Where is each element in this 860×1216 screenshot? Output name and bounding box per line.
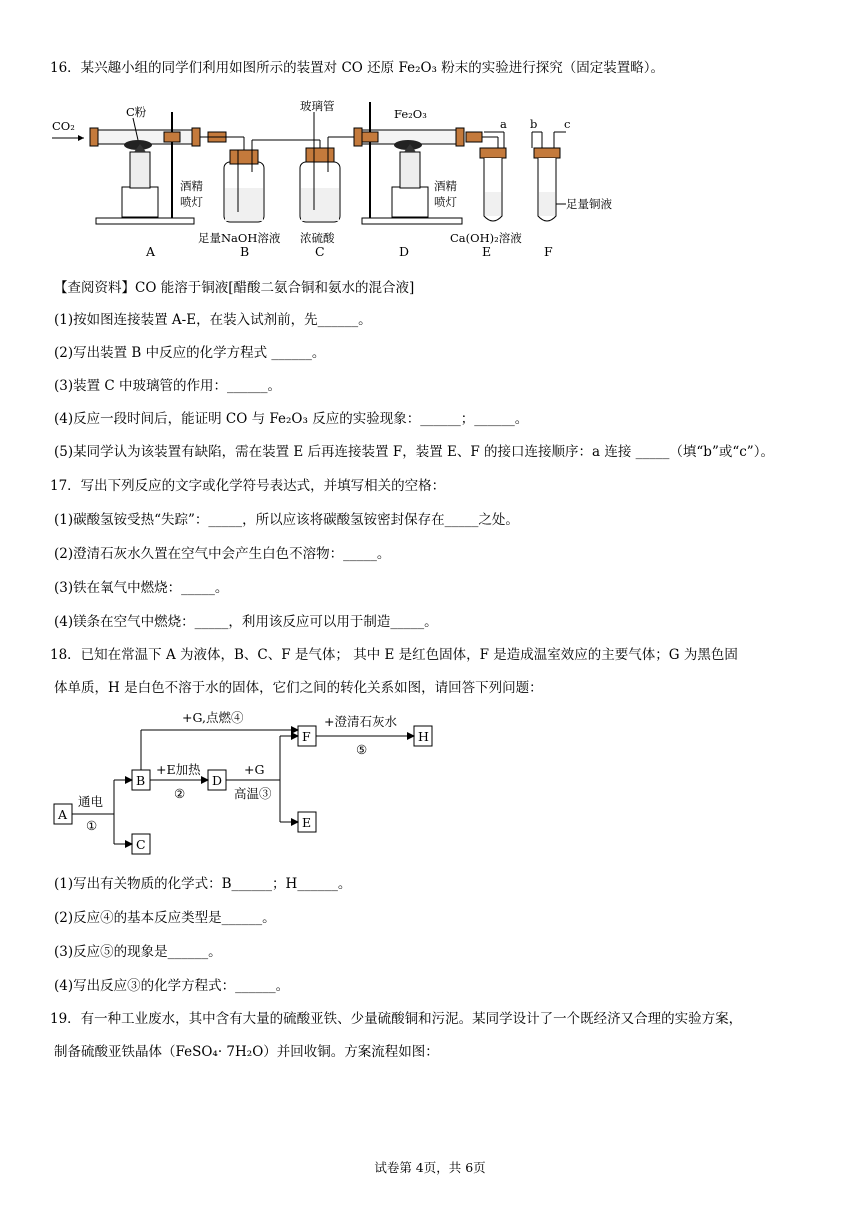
q18-flow-diagram [48, 706, 448, 862]
port-c-label: c [564, 117, 571, 131]
r2-label: +E加热 [156, 762, 201, 777]
copper-liquid-label: 足量铜液 [566, 197, 612, 211]
page-footer: 试卷第 4页，共 6页 [374, 1160, 486, 1175]
node-f: F [302, 729, 311, 744]
label-f: F [544, 244, 553, 259]
label-b: B [240, 244, 250, 259]
q16-stem: 16．某兴趣小组的同学们利用如图所示的装置对 CO 还原 Fe₂O₃ 粉末的实验进行探究（固定装置略）。 [50, 60, 664, 76]
naoh-label: 足量NaOH溶液 [198, 231, 281, 245]
q18-stem-2: 体单质，H 是白色不溶于水的固体，它们之间的转化关系如图，请回答下列问题： [54, 680, 543, 696]
lamp-right-label-1: 酒精 [434, 179, 457, 193]
r5-label: +澄清石灰水 [324, 714, 397, 729]
q19-stem-2: 制备硫酸亚铁晶体（FeSO₄· 7H₂O）并回收铜。方案流程如图： [54, 1044, 439, 1060]
r3-label-bottom: 高温③ [234, 786, 272, 801]
label-e: E [482, 244, 492, 259]
label-d: D [399, 244, 410, 259]
apparatus-a [90, 105, 203, 224]
lamp-left-label-1: 酒精 [180, 179, 203, 193]
r3-label-top: +G [244, 762, 265, 777]
node-d: D [212, 773, 223, 788]
r5-num: ⑤ [356, 742, 368, 757]
label-a: A [146, 244, 156, 259]
h2so4-label: 浓硫酸 [300, 231, 335, 245]
label-c: C [315, 244, 325, 259]
q17-item-3: (3)铁在氧气中燃烧：_____。 [54, 580, 229, 596]
r4-label: +G,点燃④ [182, 710, 244, 725]
fe2o3-label: Fe₂O₃ [394, 107, 427, 121]
r1-label: 通电 [78, 794, 104, 809]
q16-info: 【查阅资料】CO 能溶于铜液[醋酸二氨合铜和氨水的混合液] [54, 280, 415, 296]
node-b: B [136, 773, 146, 788]
caoh2-label: Ca(OH)₂溶液 [450, 231, 522, 245]
node-a: A [58, 807, 68, 822]
apparatus-c [300, 99, 340, 245]
r1-num: ① [86, 818, 98, 833]
q16-apparatus-diagram [48, 92, 638, 264]
r2-num: ② [174, 786, 186, 801]
apparatus-d [354, 102, 464, 224]
port-b-label: b [530, 117, 538, 131]
q17-item-1: (1)碳酸氢铵受热“失踪”：_____，所以应该将碳酸氢铵密封保存在_____之处。 [54, 512, 519, 528]
q16-item-2: (2)写出装置 B 中反应的化学方程式 ______。 [54, 345, 326, 361]
q17-item-2: (2)澄清石灰水久置在空气中会产生白色不溶物：_____。 [54, 546, 391, 562]
q18-stem-1: 18．已知在常温下 A 为液体，B、C、F 是气体； 其中 E 是红色固体，F 是造成温室效应的主要气体；G 为黑色固 [50, 647, 738, 663]
q16-item-1: (1)按如图连接装置 A-E，在装入试剂前，先______。 [54, 312, 372, 328]
apparatus-f [530, 117, 612, 221]
q17-item-4: (4)镁条在空气中燃烧：_____，利用该反应可以用于制造_____。 [54, 614, 438, 630]
port-a-label: a [500, 117, 507, 131]
lamp-right-label-2: 喷灯 [434, 195, 457, 209]
q18-item-1: (1)写出有关物质的化学式：B______；H______。 [54, 876, 352, 892]
node-c: C [136, 837, 146, 852]
node-e: E [302, 815, 312, 830]
q18-item-4: (4)写出反应③的化学方程式：______。 [54, 978, 290, 994]
apparatus-b [198, 150, 281, 245]
q16-item-4: (4)反应一段时间后，能证明 CO 与 Fe₂O₃ 反应的实验现象：______；______。 [54, 411, 529, 427]
q19-stem-1: 19．有一种工业废水，其中含有大量的硫酸亚铁、少量硫酸铜和污泥。某同学设计了一个既经济又合理的实验方案， [50, 1011, 743, 1027]
q16-item-5: (5)某同学认为该装置有缺陷，需在装置 E 后再连接装置 F，装置 E、F 的接口连接顺序：a 连接 _____（填“b”或“c”）。 [54, 444, 774, 460]
q17-stem: 17．写出下列反应的文字或化学符号表达式，并填写相关的空格： [50, 478, 446, 494]
node-h: H [418, 729, 429, 744]
co2-label: CO₂ [52, 119, 75, 133]
lamp-left-label-2: 喷灯 [180, 195, 203, 209]
glass-tube-label: 玻璃管 [300, 99, 335, 113]
q16-item-3: (3)装置 C 中玻璃管的作用：______。 [54, 378, 282, 394]
q18-item-2: (2)反应④的基本反应类型是______。 [54, 910, 276, 926]
c-powder-label: C粉 [126, 105, 147, 119]
q18-item-3: (3)反应⑤的现象是______。 [54, 944, 222, 960]
